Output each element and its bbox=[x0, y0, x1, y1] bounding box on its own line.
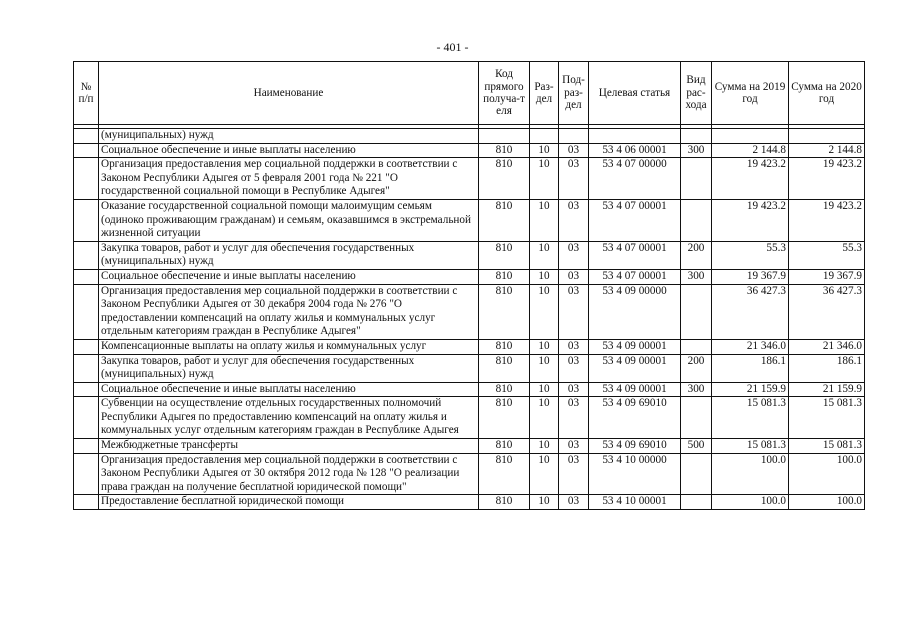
cell-sum-2020: 19 367.9 bbox=[789, 269, 865, 284]
cell-code: 810 bbox=[479, 495, 530, 510]
cell-num bbox=[74, 453, 99, 495]
header-subsection: Под-раз-дел bbox=[559, 62, 589, 125]
cell-sum-2020: 15 081.3 bbox=[789, 439, 865, 454]
cell-section: 10 bbox=[530, 143, 559, 158]
cell-num bbox=[74, 439, 99, 454]
header-name: Наименование bbox=[99, 62, 479, 125]
cell-name: Субвенции на осуществление отдельных государственных полномочий Республики Адыгея по предоставлению компенсаций на оплату жилья и коммунальных услуг отдельным категориям граждан в Республике Адыгея bbox=[99, 397, 479, 439]
cell-exp-type bbox=[681, 453, 712, 495]
cell-sum-2020: 19 423.2 bbox=[789, 199, 865, 241]
cell-target: 53 4 06 00001 bbox=[589, 143, 681, 158]
cell-num bbox=[74, 354, 99, 382]
cell-sum-2020: 19 423.2 bbox=[789, 158, 865, 200]
cell-section: 10 bbox=[530, 339, 559, 354]
cell-code: 810 bbox=[479, 199, 530, 241]
table-row bbox=[74, 129, 865, 144]
cell-sum-2020: 100.0 bbox=[789, 495, 865, 510]
cell-subsection: 03 bbox=[559, 354, 589, 382]
header-section: Раз-дел bbox=[530, 62, 559, 125]
cell-exp-type: 300 bbox=[681, 269, 712, 284]
cell-name: Компенсационные выплаты на оплату жилья и коммунальных услуг bbox=[99, 339, 479, 354]
cell-name: Закупка товаров, работ и услуг для обеспечения государственных (муниципальных) нужд bbox=[99, 241, 479, 269]
cell-sum-2020: 55.3 bbox=[789, 241, 865, 269]
cell-code: 810 bbox=[479, 143, 530, 158]
cell-subsection: 03 bbox=[559, 241, 589, 269]
cell-num bbox=[74, 143, 99, 158]
cell-name: Предоставление бесплатной юридической помощи bbox=[99, 495, 479, 510]
cell-target: 53 4 09 00001 bbox=[589, 354, 681, 382]
cell-sum-2019: 19 423.2 bbox=[712, 158, 789, 200]
cell-name: Социальное обеспечение и иные выплаты населению bbox=[99, 382, 479, 397]
cell-target: 53 4 09 00001 bbox=[589, 382, 681, 397]
cell-sum-2019: 36 427.3 bbox=[712, 284, 789, 339]
cell-section: 10 bbox=[530, 397, 559, 439]
table-row bbox=[74, 382, 865, 397]
table-row bbox=[74, 241, 865, 269]
cell-subsection: 03 bbox=[559, 339, 589, 354]
cell-target: 53 4 09 69010 bbox=[589, 397, 681, 439]
cell-sum-2019: 15 081.3 bbox=[712, 397, 789, 439]
cell-target: 53 4 10 00000 bbox=[589, 453, 681, 495]
cell-name: Социальное обеспечение и иные выплаты населению bbox=[99, 143, 479, 158]
cell-target: 53 4 09 00000 bbox=[589, 284, 681, 339]
cell-exp-type bbox=[681, 199, 712, 241]
cell-section: 10 bbox=[530, 453, 559, 495]
cell-target: 53 4 07 00001 bbox=[589, 269, 681, 284]
header-num: № п/п bbox=[74, 62, 99, 125]
cell-sum-2020: 21 346.0 bbox=[789, 339, 865, 354]
cell-sum-2020: 15 081.3 bbox=[789, 397, 865, 439]
table-row bbox=[74, 143, 865, 158]
cell-name: Межбюджетные трансферты bbox=[99, 439, 479, 454]
cell-code bbox=[479, 129, 530, 144]
cell-subsection: 03 bbox=[559, 269, 589, 284]
cell-num bbox=[74, 129, 99, 144]
header-target: Целевая статья bbox=[589, 62, 681, 125]
cell-name: (муниципальных) нужд bbox=[99, 129, 479, 144]
cell-subsection: 03 bbox=[559, 199, 589, 241]
table-row bbox=[74, 354, 865, 382]
cell-section: 10 bbox=[530, 269, 559, 284]
cell-sum-2020: 21 159.9 bbox=[789, 382, 865, 397]
cell-sum-2019: 19 367.9 bbox=[712, 269, 789, 284]
cell-code: 810 bbox=[479, 339, 530, 354]
cell-sum-2020: 36 427.3 bbox=[789, 284, 865, 339]
cell-sum-2019: 186.1 bbox=[712, 354, 789, 382]
cell-sum-2019: 55.3 bbox=[712, 241, 789, 269]
header-sum-2019: Сумма на 2019 год bbox=[712, 62, 789, 125]
table-row bbox=[74, 339, 865, 354]
table-row bbox=[74, 439, 865, 454]
cell-section: 10 bbox=[530, 284, 559, 339]
cell-subsection bbox=[559, 129, 589, 144]
cell-section bbox=[530, 129, 559, 144]
cell-exp-type bbox=[681, 339, 712, 354]
table-header bbox=[74, 62, 865, 129]
cell-section: 10 bbox=[530, 158, 559, 200]
cell-target: 53 4 09 69010 bbox=[589, 439, 681, 454]
cell-section: 10 bbox=[530, 199, 559, 241]
cell-num bbox=[74, 158, 99, 200]
cell-target: 53 4 07 00001 bbox=[589, 199, 681, 241]
header-sum-2020: Сумма на 2020 год bbox=[789, 62, 865, 125]
cell-section: 10 bbox=[530, 495, 559, 510]
cell-code: 810 bbox=[479, 439, 530, 454]
budget-table bbox=[73, 61, 865, 510]
cell-name: Закупка товаров, работ и услуг для обеспечения государственных (муниципальных) нужд bbox=[99, 354, 479, 382]
table-row bbox=[74, 284, 865, 339]
cell-code: 810 bbox=[479, 269, 530, 284]
cell-sum-2019: 21 159.9 bbox=[712, 382, 789, 397]
cell-code: 810 bbox=[479, 397, 530, 439]
cell-sum-2019: 15 081.3 bbox=[712, 439, 789, 454]
cell-num bbox=[74, 382, 99, 397]
cell-exp-type: 500 bbox=[681, 439, 712, 454]
cell-section: 10 bbox=[530, 439, 559, 454]
cell-name: Оказание государственной социальной помощи малоимущим семьям (одиноко проживающим гражданам) и семьям, оказавшимся в экстремальной жизненной ситуации bbox=[99, 199, 479, 241]
cell-target: 53 4 10 00001 bbox=[589, 495, 681, 510]
cell-sum-2019: 21 346.0 bbox=[712, 339, 789, 354]
cell-subsection: 03 bbox=[559, 382, 589, 397]
cell-exp-type: 300 bbox=[681, 143, 712, 158]
cell-num bbox=[74, 269, 99, 284]
cell-num bbox=[74, 284, 99, 339]
cell-exp-type bbox=[681, 495, 712, 510]
header-exp-type: Вид рас-хода bbox=[681, 62, 712, 125]
cell-sum-2019: 100.0 bbox=[712, 453, 789, 495]
cell-sum-2019: 2 144.8 bbox=[712, 143, 789, 158]
cell-target: 53 4 07 00000 bbox=[589, 158, 681, 200]
cell-subsection: 03 bbox=[559, 453, 589, 495]
cell-exp-type: 300 bbox=[681, 382, 712, 397]
cell-sum-2019: 100.0 bbox=[712, 495, 789, 510]
cell-num bbox=[74, 339, 99, 354]
cell-target: 53 4 07 00001 bbox=[589, 241, 681, 269]
cell-target: 53 4 09 00001 bbox=[589, 339, 681, 354]
cell-sum-2019: 19 423.2 bbox=[712, 199, 789, 241]
page-number: - 401 - bbox=[436, 40, 469, 54]
cell-exp-type: 200 bbox=[681, 241, 712, 269]
cell-subsection: 03 bbox=[559, 143, 589, 158]
cell-subsection: 03 bbox=[559, 397, 589, 439]
cell-section: 10 bbox=[530, 382, 559, 397]
cell-code: 810 bbox=[479, 453, 530, 495]
cell-code: 810 bbox=[479, 158, 530, 200]
cell-num bbox=[74, 241, 99, 269]
cell-code: 810 bbox=[479, 354, 530, 382]
table-row bbox=[74, 199, 865, 241]
cell-code: 810 bbox=[479, 382, 530, 397]
table-row bbox=[74, 158, 865, 200]
table-row bbox=[74, 397, 865, 439]
cell-sum-2020 bbox=[789, 129, 865, 144]
cell-target bbox=[589, 129, 681, 144]
header-code: Код прямого получа-т еля bbox=[479, 62, 530, 125]
table-row bbox=[74, 495, 865, 510]
cell-code: 810 bbox=[479, 284, 530, 339]
cell-subsection: 03 bbox=[559, 495, 589, 510]
cell-exp-type bbox=[681, 397, 712, 439]
cell-exp-type bbox=[681, 284, 712, 339]
cell-name: Организация предоставления мер социальной поддержки в соответствии с Законом Республики Адыгея от 5 февраля 2001 года № 221 "О государственной социальной помощи в Республике Адыгея" bbox=[99, 158, 479, 200]
cell-num bbox=[74, 397, 99, 439]
cell-subsection: 03 bbox=[559, 439, 589, 454]
cell-exp-type bbox=[681, 158, 712, 200]
table-row bbox=[74, 453, 865, 495]
cell-subsection: 03 bbox=[559, 158, 589, 200]
cell-section: 10 bbox=[530, 241, 559, 269]
cell-code: 810 bbox=[479, 241, 530, 269]
cell-section: 10 bbox=[530, 354, 559, 382]
cell-name: Организация предоставления мер социальной поддержки в соответствии с Законом Республики Адыгея от 30 октября 2012 года № 128 "О реализации права граждан на получение бесплатной юридической помощи" bbox=[99, 453, 479, 495]
cell-subsection: 03 bbox=[559, 284, 589, 339]
cell-name: Социальное обеспечение и иные выплаты населению bbox=[99, 269, 479, 284]
cell-sum-2020: 186.1 bbox=[789, 354, 865, 382]
table-body bbox=[74, 129, 865, 510]
cell-num bbox=[74, 199, 99, 241]
cell-exp-type bbox=[681, 129, 712, 144]
cell-exp-type: 200 bbox=[681, 354, 712, 382]
cell-num bbox=[74, 495, 99, 510]
cell-name: Организация предоставления мер социальной поддержки в соответствии с Законом Республики Адыгея от 30 декабря 2004 года № 276 "О предоставлении компенсаций на оплату жилья и коммунальных услуг отдельным категориям граждан в Республике Адыгея" bbox=[99, 284, 479, 339]
cell-sum-2019 bbox=[712, 129, 789, 144]
cell-sum-2020: 100.0 bbox=[789, 453, 865, 495]
cell-sum-2020: 2 144.8 bbox=[789, 143, 865, 158]
table-row bbox=[74, 269, 865, 284]
